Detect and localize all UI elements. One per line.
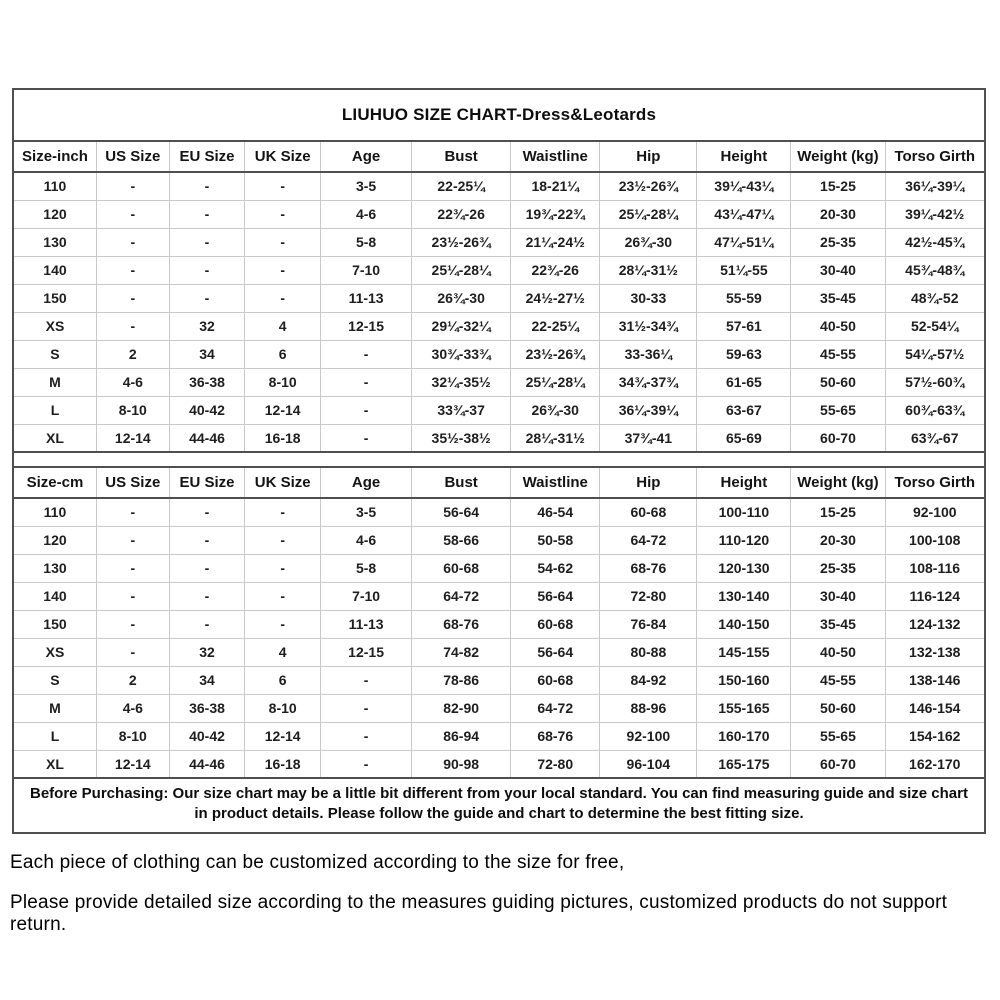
table-cell: 132-138 bbox=[885, 638, 984, 666]
table-cell: 19¾-22¾ bbox=[511, 200, 600, 228]
table-cell: 15-25 bbox=[791, 498, 885, 526]
table-cell: 4 bbox=[245, 638, 321, 666]
table-cell: 45-55 bbox=[791, 340, 885, 368]
column-header: Hip bbox=[600, 141, 697, 172]
size-table-cm bbox=[14, 466, 984, 779]
table-cell: 50-60 bbox=[791, 368, 885, 396]
table-row bbox=[14, 340, 984, 368]
table-cell: - bbox=[321, 722, 412, 750]
table-cell: 82-90 bbox=[412, 694, 511, 722]
table-cell: M bbox=[14, 694, 96, 722]
table-cell: 78-86 bbox=[412, 666, 511, 694]
table-row bbox=[14, 312, 984, 340]
table-cell: 64-72 bbox=[511, 694, 600, 722]
column-header: US Size bbox=[96, 141, 169, 172]
table-cell: 162-170 bbox=[885, 750, 984, 778]
table-cell: 120-130 bbox=[697, 554, 791, 582]
table-cell: 12-14 bbox=[96, 424, 169, 452]
table-cell: 52-54¼ bbox=[885, 312, 984, 340]
table-cell: 4-6 bbox=[321, 526, 412, 554]
table-cell: 42½-45¾ bbox=[885, 228, 984, 256]
table-cell: 7-10 bbox=[321, 256, 412, 284]
table-cell: 96-104 bbox=[600, 750, 697, 778]
table-cell: 43¼-47¼ bbox=[697, 200, 791, 228]
table-cell: - bbox=[169, 228, 245, 256]
table-cell: 92-100 bbox=[885, 498, 984, 526]
column-header: UK Size bbox=[245, 141, 321, 172]
table-cell: 34¾-37¾ bbox=[600, 368, 697, 396]
table-cell: - bbox=[321, 694, 412, 722]
table-cell: 2 bbox=[96, 340, 169, 368]
table-cell: 32 bbox=[169, 638, 245, 666]
table-cell: 45-55 bbox=[791, 666, 885, 694]
table-cell: 20-30 bbox=[791, 200, 885, 228]
table-cell: 108-116 bbox=[885, 554, 984, 582]
table-cell: - bbox=[96, 638, 169, 666]
table-row bbox=[14, 694, 984, 722]
table-cell: 55-65 bbox=[791, 722, 885, 750]
table-cell: - bbox=[96, 256, 169, 284]
table-row bbox=[14, 722, 984, 750]
table-cell: 25¼-28¼ bbox=[412, 256, 511, 284]
table-cell: - bbox=[169, 582, 245, 610]
table-cell: 44-46 bbox=[169, 750, 245, 778]
table-cell: - bbox=[245, 526, 321, 554]
table-cell: 12-14 bbox=[245, 396, 321, 424]
table-row bbox=[14, 582, 984, 610]
table-cell: 22¾-26 bbox=[511, 256, 600, 284]
table-cell: 63¾-67 bbox=[885, 424, 984, 452]
table-cell: 6 bbox=[245, 340, 321, 368]
table-cell: - bbox=[321, 368, 412, 396]
table-cell: 154-162 bbox=[885, 722, 984, 750]
table-cell: XS bbox=[14, 312, 96, 340]
table-cell: - bbox=[321, 666, 412, 694]
header-row bbox=[14, 467, 984, 498]
column-header: Torso Girth bbox=[885, 141, 984, 172]
table-row bbox=[14, 526, 984, 554]
table-cell: 16-18 bbox=[245, 750, 321, 778]
table-cell: 88-96 bbox=[600, 694, 697, 722]
table-cell: - bbox=[245, 172, 321, 200]
table-cell: - bbox=[96, 312, 169, 340]
table-cell: 50-60 bbox=[791, 694, 885, 722]
table-cell: - bbox=[169, 554, 245, 582]
table-cell: - bbox=[96, 554, 169, 582]
table-cell: 36-38 bbox=[169, 368, 245, 396]
table-cell: 33¾-37 bbox=[412, 396, 511, 424]
table-cell: 68-76 bbox=[412, 610, 511, 638]
table-cell: 72-80 bbox=[511, 750, 600, 778]
customization-note-line-1: Each piece of clothing can be customized according to the size for free, bbox=[10, 852, 625, 873]
table-row bbox=[14, 172, 984, 200]
table-row bbox=[14, 638, 984, 666]
table-cell: 100-108 bbox=[885, 526, 984, 554]
table-cell: 56-64 bbox=[511, 638, 600, 666]
table-cell: 60-68 bbox=[600, 498, 697, 526]
table-cell: 16-18 bbox=[245, 424, 321, 452]
table-cell: - bbox=[245, 554, 321, 582]
table-cell: 160-170 bbox=[697, 722, 791, 750]
column-header: UK Size bbox=[245, 467, 321, 498]
table-cell: 55-65 bbox=[791, 396, 885, 424]
table-cell: 39¼-42½ bbox=[885, 200, 984, 228]
table-cell: 130 bbox=[14, 228, 96, 256]
table-cell: 30¾-33¾ bbox=[412, 340, 511, 368]
table-cell: 56-64 bbox=[511, 582, 600, 610]
table-cell: 12-14 bbox=[96, 750, 169, 778]
table-cell: - bbox=[96, 228, 169, 256]
table-cell: XL bbox=[14, 750, 96, 778]
table-cell: 63-67 bbox=[697, 396, 791, 424]
table-row bbox=[14, 498, 984, 526]
table-cell: 25-35 bbox=[791, 554, 885, 582]
customization-note-line-2: Please provide detailed size according to the measures guiding pictures, customized products do not support return. bbox=[10, 892, 948, 935]
table-cell: 130 bbox=[14, 554, 96, 582]
table-cell: 100-110 bbox=[697, 498, 791, 526]
table-cell: 65-69 bbox=[697, 424, 791, 452]
table-cell: 11-13 bbox=[321, 284, 412, 312]
table-cell: 3-5 bbox=[321, 172, 412, 200]
column-header: Hip bbox=[600, 467, 697, 498]
table-cell: 12-15 bbox=[321, 312, 412, 340]
table-cell: - bbox=[245, 200, 321, 228]
table-cell: 4-6 bbox=[96, 368, 169, 396]
table-cell: 26¾-30 bbox=[412, 284, 511, 312]
table-cell: 4-6 bbox=[321, 200, 412, 228]
table-cell: - bbox=[169, 526, 245, 554]
table-cell: - bbox=[245, 256, 321, 284]
table-cell: 8-10 bbox=[245, 694, 321, 722]
table-cell: 2 bbox=[96, 666, 169, 694]
table-cell: 28¼-31½ bbox=[600, 256, 697, 284]
table-cell: 57-61 bbox=[697, 312, 791, 340]
table-cell: 32¼-35½ bbox=[412, 368, 511, 396]
table-cell: 57½-60¾ bbox=[885, 368, 984, 396]
table-cell: 150 bbox=[14, 610, 96, 638]
column-header: EU Size bbox=[169, 467, 245, 498]
table-cell: 86-94 bbox=[412, 722, 511, 750]
table-cell: L bbox=[14, 722, 96, 750]
table-cell: 90-98 bbox=[412, 750, 511, 778]
table-row bbox=[14, 750, 984, 778]
table-cell: 37¾-41 bbox=[600, 424, 697, 452]
column-header: Age bbox=[321, 467, 412, 498]
table-cell: 35-45 bbox=[791, 610, 885, 638]
table-row bbox=[14, 610, 984, 638]
table-cell: 140 bbox=[14, 256, 96, 284]
table-cell: 120 bbox=[14, 200, 96, 228]
table-cell: - bbox=[96, 498, 169, 526]
column-header: Size-inch bbox=[14, 141, 96, 172]
column-header: US Size bbox=[96, 467, 169, 498]
table-cell: 23½-26¾ bbox=[412, 228, 511, 256]
table-cell: - bbox=[96, 172, 169, 200]
table-cell: 21¼-24½ bbox=[511, 228, 600, 256]
table-cell: 8-10 bbox=[96, 722, 169, 750]
table-cell: 60-68 bbox=[511, 610, 600, 638]
table-cell: 46-54 bbox=[511, 498, 600, 526]
table-cell: 64-72 bbox=[600, 526, 697, 554]
table-cell: - bbox=[96, 582, 169, 610]
table-cell: 47¼-51¼ bbox=[697, 228, 791, 256]
table-cell: 76-84 bbox=[600, 610, 697, 638]
table-cell: 8-10 bbox=[245, 368, 321, 396]
table-row bbox=[14, 256, 984, 284]
table-cell: 30-40 bbox=[791, 582, 885, 610]
table-row bbox=[14, 368, 984, 396]
table-cell: 5-8 bbox=[321, 554, 412, 582]
table-cell: 23½-26¾ bbox=[511, 340, 600, 368]
table-cell: 36¼-39¼ bbox=[885, 172, 984, 200]
table-cell: 150-160 bbox=[697, 666, 791, 694]
table-row bbox=[14, 284, 984, 312]
table-cell: 110-120 bbox=[697, 526, 791, 554]
table-cell: 36¼-39¼ bbox=[600, 396, 697, 424]
table-cell: 26¾-30 bbox=[600, 228, 697, 256]
table-cell: - bbox=[245, 228, 321, 256]
table-cell: - bbox=[96, 526, 169, 554]
table-cell: - bbox=[169, 172, 245, 200]
table-cell: 60¾-63¾ bbox=[885, 396, 984, 424]
table-cell: 84-92 bbox=[600, 666, 697, 694]
table-cell: 146-154 bbox=[885, 694, 984, 722]
table-cell: 120 bbox=[14, 526, 96, 554]
table-cell: 56-64 bbox=[412, 498, 511, 526]
table-cell: - bbox=[169, 498, 245, 526]
table-cell: 40-42 bbox=[169, 722, 245, 750]
column-header: Height bbox=[697, 141, 791, 172]
table-cell: 72-80 bbox=[600, 582, 697, 610]
table-cell: 59-63 bbox=[697, 340, 791, 368]
table-cell: 68-76 bbox=[600, 554, 697, 582]
table-cell: 60-70 bbox=[791, 424, 885, 452]
table-cell: 40-42 bbox=[169, 396, 245, 424]
table-cell: 4 bbox=[245, 312, 321, 340]
table-cell: S bbox=[14, 666, 96, 694]
table-gap bbox=[14, 453, 984, 466]
table-cell: 20-30 bbox=[791, 526, 885, 554]
table-cell: 145-155 bbox=[697, 638, 791, 666]
table-cell: 150 bbox=[14, 284, 96, 312]
column-header: Age bbox=[321, 141, 412, 172]
table-cell: 25¼-28¼ bbox=[511, 368, 600, 396]
column-header: Size-cm bbox=[14, 467, 96, 498]
table-cell: 22-25¼ bbox=[511, 312, 600, 340]
table-cell: 50-58 bbox=[511, 526, 600, 554]
table-cell: 4-6 bbox=[96, 694, 169, 722]
table-cell: 92-100 bbox=[600, 722, 697, 750]
table-cell: 58-66 bbox=[412, 526, 511, 554]
size-chart-box bbox=[12, 88, 986, 834]
table-cell: 124-132 bbox=[885, 610, 984, 638]
column-header: Bust bbox=[412, 141, 511, 172]
table-cell: 130-140 bbox=[697, 582, 791, 610]
table-cell: 60-68 bbox=[412, 554, 511, 582]
table-cell: - bbox=[169, 284, 245, 312]
table-cell: 34 bbox=[169, 666, 245, 694]
table-row bbox=[14, 554, 984, 582]
table-cell: - bbox=[169, 256, 245, 284]
table-cell: - bbox=[245, 610, 321, 638]
table-cell: 60-68 bbox=[511, 666, 600, 694]
table-cell: 11-13 bbox=[321, 610, 412, 638]
column-header: Bust bbox=[412, 467, 511, 498]
table-cell: 110 bbox=[14, 172, 96, 200]
table-cell: 80-88 bbox=[600, 638, 697, 666]
table-cell: 25¼-28¼ bbox=[600, 200, 697, 228]
table-cell: - bbox=[169, 610, 245, 638]
column-header: Waistline bbox=[511, 141, 600, 172]
table-cell: 6 bbox=[245, 666, 321, 694]
table-cell: 22-25¼ bbox=[412, 172, 511, 200]
table-cell: 30-33 bbox=[600, 284, 697, 312]
table-cell: 55-59 bbox=[697, 284, 791, 312]
table-cell: XL bbox=[14, 424, 96, 452]
table-cell: 74-82 bbox=[412, 638, 511, 666]
table-cell: 33-36¼ bbox=[600, 340, 697, 368]
column-header: Torso Girth bbox=[885, 467, 984, 498]
table-cell: M bbox=[14, 368, 96, 396]
table-cell: 22¾-26 bbox=[412, 200, 511, 228]
column-header: EU Size bbox=[169, 141, 245, 172]
table-cell: 39¼-43¼ bbox=[697, 172, 791, 200]
table-cell: 8-10 bbox=[96, 396, 169, 424]
table-cell: 3-5 bbox=[321, 498, 412, 526]
size-table-inch bbox=[14, 140, 984, 453]
table-cell: 138-146 bbox=[885, 666, 984, 694]
table-cell: - bbox=[321, 340, 412, 368]
table-cell: 140-150 bbox=[697, 610, 791, 638]
table-cell: 140 bbox=[14, 582, 96, 610]
table-cell: L bbox=[14, 396, 96, 424]
table-cell: 36-38 bbox=[169, 694, 245, 722]
table-cell: 29¼-32¼ bbox=[412, 312, 511, 340]
table-cell: 28¼-31½ bbox=[511, 424, 600, 452]
table-row bbox=[14, 666, 984, 694]
table-row bbox=[14, 228, 984, 256]
table-cell: - bbox=[169, 200, 245, 228]
table-cell: 32 bbox=[169, 312, 245, 340]
table-cell: - bbox=[245, 284, 321, 312]
table-cell: 54¼-57½ bbox=[885, 340, 984, 368]
column-header: Waistline bbox=[511, 467, 600, 498]
table-cell: - bbox=[321, 424, 412, 452]
table-cell: 155-165 bbox=[697, 694, 791, 722]
table-cell: - bbox=[245, 498, 321, 526]
table-cell: 35-45 bbox=[791, 284, 885, 312]
table-cell: 7-10 bbox=[321, 582, 412, 610]
table-cell: - bbox=[96, 200, 169, 228]
table-cell: 31½-34¾ bbox=[600, 312, 697, 340]
table-cell: 64-72 bbox=[412, 582, 511, 610]
column-header: Weight (kg) bbox=[791, 467, 885, 498]
table-cell: 110 bbox=[14, 498, 96, 526]
table-cell: 165-175 bbox=[697, 750, 791, 778]
table-cell: 35½-38½ bbox=[412, 424, 511, 452]
table-row bbox=[14, 200, 984, 228]
table-cell: 40-50 bbox=[791, 638, 885, 666]
table-cell: 44-46 bbox=[169, 424, 245, 452]
table-cell: 51¼-55 bbox=[697, 256, 791, 284]
header-row bbox=[14, 141, 984, 172]
table-cell: 5-8 bbox=[321, 228, 412, 256]
table-cell: XS bbox=[14, 638, 96, 666]
table-cell: 45¾-48¾ bbox=[885, 256, 984, 284]
page-title: LIUHUO SIZE CHART-Dress&Leotards bbox=[341, 105, 657, 124]
table-cell: 24½-27½ bbox=[511, 284, 600, 312]
column-header: Weight (kg) bbox=[791, 141, 885, 172]
table-cell: 54-62 bbox=[511, 554, 600, 582]
table-cell: 15-25 bbox=[791, 172, 885, 200]
table-cell: 23½-26¾ bbox=[600, 172, 697, 200]
table-cell: S bbox=[14, 340, 96, 368]
table-cell: 60-70 bbox=[791, 750, 885, 778]
column-header: Height bbox=[697, 467, 791, 498]
table-cell: 48¾-52 bbox=[885, 284, 984, 312]
table-cell: 26¾-30 bbox=[511, 396, 600, 424]
table-row bbox=[14, 396, 984, 424]
table-cell: 40-50 bbox=[791, 312, 885, 340]
table-cell: 68-76 bbox=[511, 722, 600, 750]
table-cell: - bbox=[96, 610, 169, 638]
table-cell: 116-124 bbox=[885, 582, 984, 610]
purchase-note: Before Purchasing: Our size chart may be a little bit different from your local standard. You can find measuring guide and size chart in product details. Please follow the guide and chart to determine the best fitting size. bbox=[30, 785, 968, 823]
table-cell: 61-65 bbox=[697, 368, 791, 396]
table-cell: 30-40 bbox=[791, 256, 885, 284]
table-cell: 34 bbox=[169, 340, 245, 368]
table-cell: 12-15 bbox=[321, 638, 412, 666]
table-cell: - bbox=[96, 284, 169, 312]
table-cell: 25-35 bbox=[791, 228, 885, 256]
table-row bbox=[14, 424, 984, 452]
table-cell: 18-21¼ bbox=[511, 172, 600, 200]
table-cell: - bbox=[321, 396, 412, 424]
table-cell: 12-14 bbox=[245, 722, 321, 750]
table-cell: - bbox=[245, 582, 321, 610]
table-cell: - bbox=[321, 750, 412, 778]
